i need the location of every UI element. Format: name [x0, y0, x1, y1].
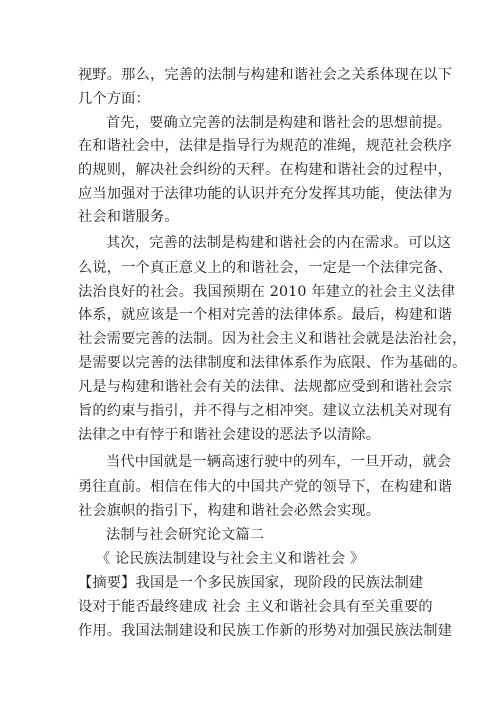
- text-line: 其次，完善的法制是构建和谐社会的内在需求。可以这: [106, 235, 452, 251]
- text-line: 的规则，解决社会纠纷的天秤。在构建和谐社会的过程中，: [78, 162, 453, 178]
- text-line: 在和谐社会中，法律是指导行为规范的准绳，规范社会秩序: [78, 138, 453, 154]
- text-line: 是需要以完善的法律制度和法律体系作为底限、作为基础的。: [78, 355, 467, 371]
- text-line: 么说，一个真正意义上的和谐社会，一定是一个法律完备、: [78, 260, 453, 276]
- section-heading: 法制与社会研究论文篇二: [106, 527, 265, 543]
- abstract-line: 设对于能否最终建成 社会 主义和谐社会具有至关重要的: [78, 599, 433, 615]
- text-line: 应当加强对于法律功能的认识并充分发挥其功能，使法律为: [78, 186, 453, 202]
- text-line: 视野。那么，完善的法制与构建和谐社会之关系体现在以下: [78, 67, 453, 83]
- text-line: 凡是与构建和谐社会有关的法律、法规都应受到和谐社会宗: [78, 379, 453, 395]
- abstract-line: 【摘要】我国是一个多民族国家，现阶段的民族法制建: [78, 575, 424, 591]
- text-line: 法治良好的社会。我国预期在 2010 年建立的社会主义法律: [78, 284, 456, 300]
- text-line: 社会和谐服务。: [78, 209, 179, 225]
- text-line: 法律之中有悖于和谐社会建设的恶法予以清除。: [78, 427, 381, 443]
- abstract-line: 作用。我国法制建设和民族工作新的形势对加强民族法制建: [78, 623, 453, 639]
- text-line: 旨的约束与指引，并不得与之相冲突。建议立法机关对现有: [78, 403, 453, 419]
- text-line: 社会旗帜的指引下，构建和谐社会必然会实现。: [78, 503, 381, 519]
- text-line: 几个方面：: [78, 91, 150, 107]
- text-line: 当代中国就是一辆高速行驶中的列车，一旦开动，就会: [106, 454, 452, 470]
- text-line: 勇往直前。相信在伟大的中国共产党的领导下，在构建和谐: [78, 479, 453, 495]
- text-line: 首先，要确立完善的法制是构建和谐社会的思想前提。: [106, 115, 452, 131]
- text-line: 体系，就应该是一个相对完善的法律体系。最后，构建和谐: [78, 307, 453, 323]
- text-line: 社会需要完善的法制。因为社会主义和谐社会就是法治社会，: [78, 331, 467, 347]
- article-title: 《 论民族法制建设与社会主义和谐社会 》: [96, 551, 365, 567]
